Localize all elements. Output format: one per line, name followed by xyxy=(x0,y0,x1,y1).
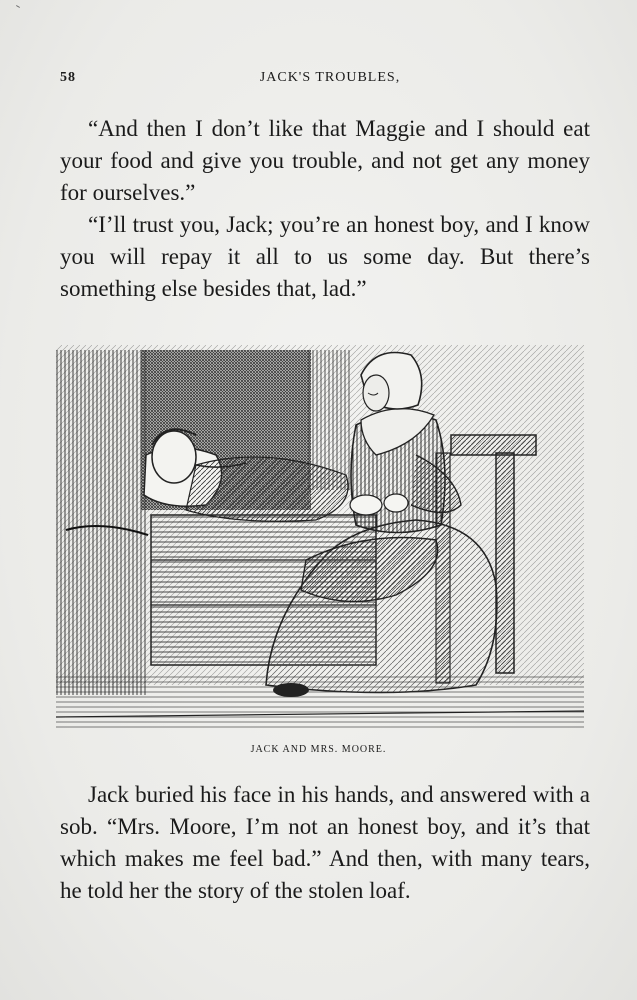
lower-text xyxy=(60,779,590,907)
paragraph: Jack buried his face in his hands, and answered with a sob. “Mrs. Moore, I’m not an honest boy, and it’s that which makes me feel bad.” And then, with many tears, he told her the story of the stolen loaf. xyxy=(60,782,590,903)
paragraph: “I’ll trust you, Jack; you’re an honest boy, and I know you will repay it all to us some day. But there’s something else besides that, lad.” xyxy=(60,212,590,301)
illustration-caption: JACK AND MRS. MOORE. xyxy=(250,744,387,755)
page-number: 58 xyxy=(60,70,76,85)
engraving-art xyxy=(56,345,584,730)
margin-mark xyxy=(16,5,20,8)
engraving-illustration xyxy=(56,345,584,730)
paragraph: “And then I don’t like that Maggie and I should eat your food and give you trouble, and not get any money for ourselves.” xyxy=(60,116,590,205)
upper-text xyxy=(60,113,590,305)
running-head xyxy=(60,70,600,92)
running-title: JACK'S TROUBLES, xyxy=(259,70,401,85)
